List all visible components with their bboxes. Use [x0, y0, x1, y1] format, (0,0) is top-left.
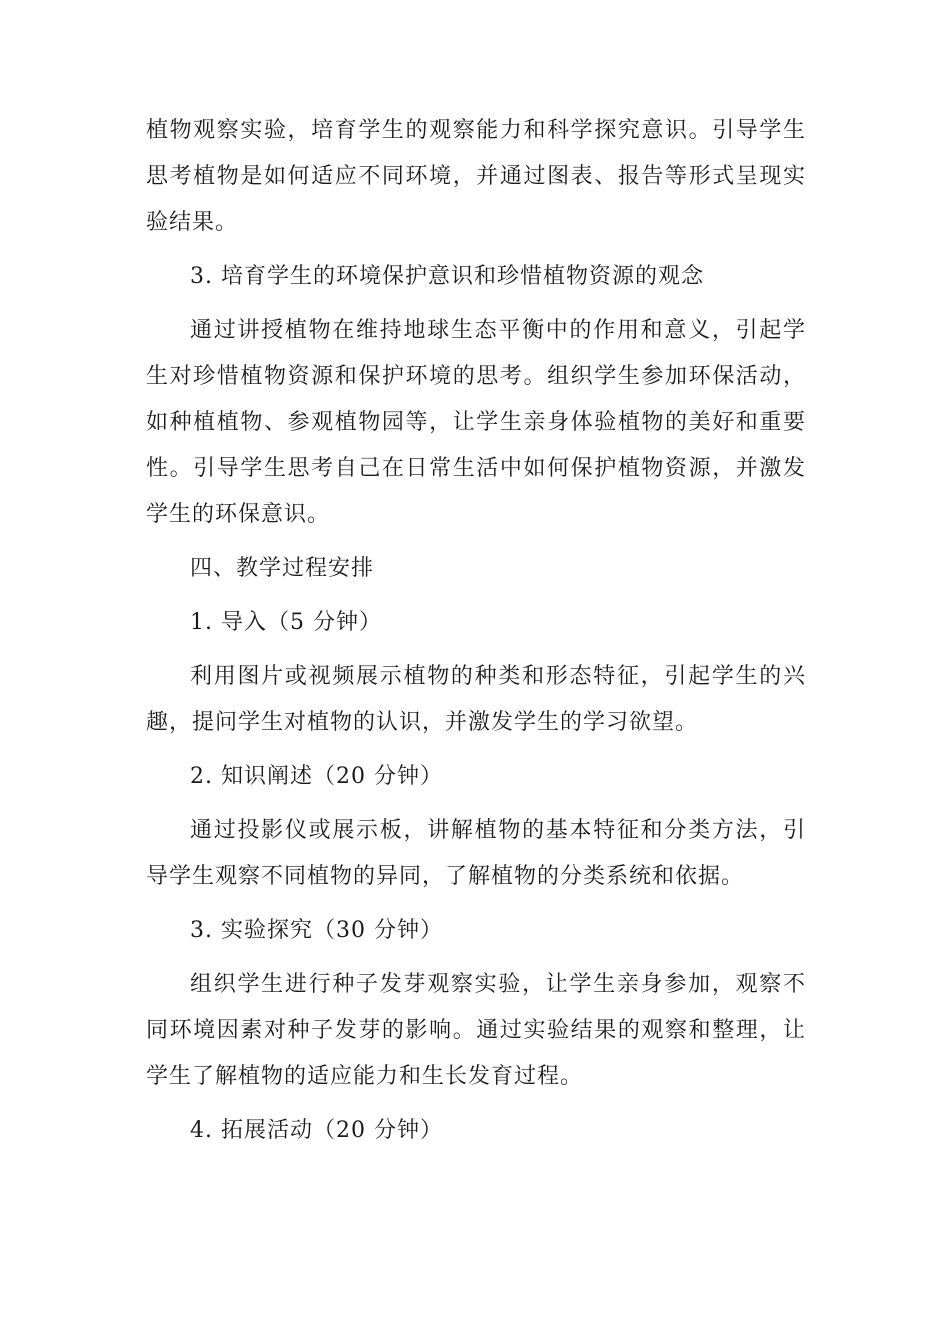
- paragraph-experiment: 组织学生进行种子发芽观察实验，让学生亲身参加，观察不同环境因素对种子发芽的影响。通过实验结果的观察和整理，让学生了解植物的适应能力和生长发育过程。: [146, 972, 806, 1089]
- paragraph-intro: 利用图片或视频展示植物的种类和形态特征，引起学生的兴趣，提问学生对植物的认识，并激发学生的学习欲望。: [146, 664, 806, 735]
- heading-goal-3: 3. 培育学生的环境保护意识和珍惜植物资源的观念: [190, 264, 704, 289]
- paragraph-environment-awareness: 通过讲授植物在维持地球生态平衡中的作用和意义，引起学生对珍惜植物资源和保护环境的思考。组织学生参加环保活动，如种植植物、参观植物园等，让学生亲身体验植物的美好和重要性。引导学生思考自己在日常生活中如何保护植物资源，并激发学生的环保意识。: [146, 318, 806, 527]
- paragraph-experiment-continuation: 植物观察实验，培育学生的观察能力和科学探究意识。引导学生思考植物是如何适应不同环境，并通过图表、报告等形式呈现实验结果。: [146, 118, 806, 235]
- heading-step-experiment: 3. 实验探究（30 分钟）: [190, 918, 443, 943]
- heading-step-extension: 4. 拓展活动（20 分钟）: [190, 1118, 443, 1143]
- section-heading-teaching-process: 四、教学过程安排: [190, 556, 375, 581]
- paragraph-knowledge: 通过投影仪或展示板，讲解植物的基本特征和分类方法，引导学生观察不同植物的异同，了解植物的分类系统和依据。: [146, 818, 806, 889]
- document-body: [146, 108, 806, 1162]
- heading-step-knowledge: 2. 知识阐述（20 分钟）: [190, 764, 443, 789]
- heading-step-intro: 1. 导入（5 分钟）: [190, 610, 382, 635]
